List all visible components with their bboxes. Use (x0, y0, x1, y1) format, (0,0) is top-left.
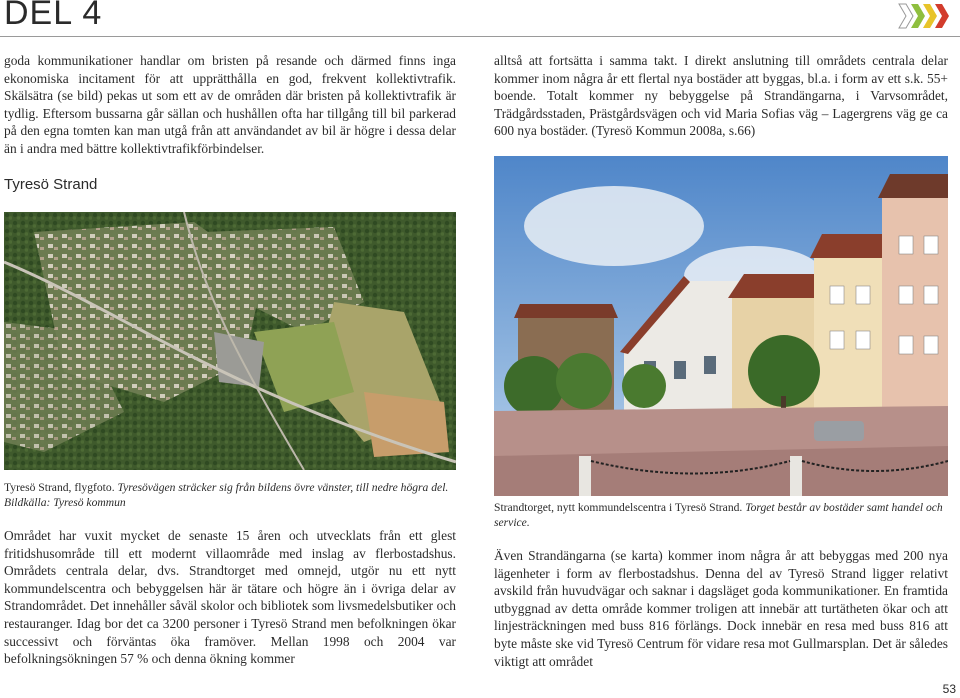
photo-caption-lead: Strandtorget, nytt kommundelscentra i Tyresö Strand. (494, 501, 743, 514)
paragraph-takt: alltså att fortsätta i samma takt. I direkt anslutning till områdets centrala delar kommer inom några år ett flertal nya bostäder att byggas, bl.a. i form av ett s.k. 55+ boende. Totalt kommer ny bebyggelse på Strandängarna, i Varvsområdet, Trädgårdsstaden, Prästgårdsvägen och vid Maria Sofias väg – Lagergrens väg ge ca 600 nya bostäder. (Tyresö Kommun 2008a, s.66) (494, 53, 948, 139)
section-heading: Tyresö Strand (4, 176, 98, 193)
aerial-caption-lead: Tyresö Strand, flygfoto. (4, 481, 115, 494)
strandtorget-photo (494, 156, 948, 496)
left-column-top (4, 52, 456, 158)
paragraph-omradet: Området har vuxit mycket de senaste 15 åren och utvecklats från ett glest fritidshusområde till ett modernt villaområde med inslag av flerbostadshus. Områdets centrala delar, dvs. Strandtorget med omnejd, utgör nu ett nytt kommundelscentra och bebyggelsen här är tätare och högre än i övriga delar av Strandområdet. Det innehåller såväl skolor och bibliotek som livsmedelsbutiker och restauranger. Idag bor det ca 3200 personer i Tyresö Strand men befolkningen ökar successivt och förväntas öka framöver. Mellan 1998 och 2004 var befolkningsökningen 57 % och denna ökning kommer (4, 528, 456, 667)
photo-caption (494, 500, 948, 530)
chapter-title: DEL 4 (4, 0, 103, 32)
header-divider (0, 36, 960, 37)
aerial-caption (4, 480, 456, 510)
chevron-white (899, 4, 913, 28)
paragraph-strandangarna: Även Strandängarna (se karta) kommer inom några år att bebyggas med 200 nya lägenheter i form av flerbostadshus. Denna del av Tyresö Strand ligger relativt avskild från huvudvägar och saknar i dagsläget goda kommunikationer. En framtida utbyggnad av detta område kommer troligen att innebär att turtätheten ökar och att linjesträckningen med buss 816 förlängs. Dock innebär en resa med buss 816 att byte måste ske vid Tyresö Centrum för vidare resa mot Gullmarsplan. Det är således viktigt att området (494, 548, 948, 669)
aerial-photo (4, 212, 456, 470)
chevron-red (935, 4, 949, 28)
right-column-bottom (494, 547, 948, 670)
paragraph-kommunikationer: goda kommunikationer handlar om bristen på resande och därmed finns inga ekonomiska incitament för att upprätthålla en god, frekvent kollektivtrafik. Skälsätra (se bild) pekas ut som ett av de områden där bristen på kollektivtrafik är tydlig. Eftersom bussarna går sällan och hushållen ofta har tillgång till bil parkerad på den egna tomten kan man utgå från att användandet av bil är högre i dessa delar än i andra med bättre kollektivtrafikförbindelser. (4, 53, 456, 156)
chevron-logo-icon (897, 3, 949, 29)
chevron-yellow (923, 4, 937, 28)
page-number: 53 (942, 682, 956, 696)
aerial-caption-rest: Tyresövägen sträcker sig från bildens övre vänster, till nedre högra del. Bildkälla: Tyresö kommun (4, 481, 449, 509)
photo-caption-rest: Torget består av bostäder samt handel och service. (494, 501, 943, 529)
right-column-top (494, 52, 948, 140)
left-column-bottom (4, 527, 456, 668)
